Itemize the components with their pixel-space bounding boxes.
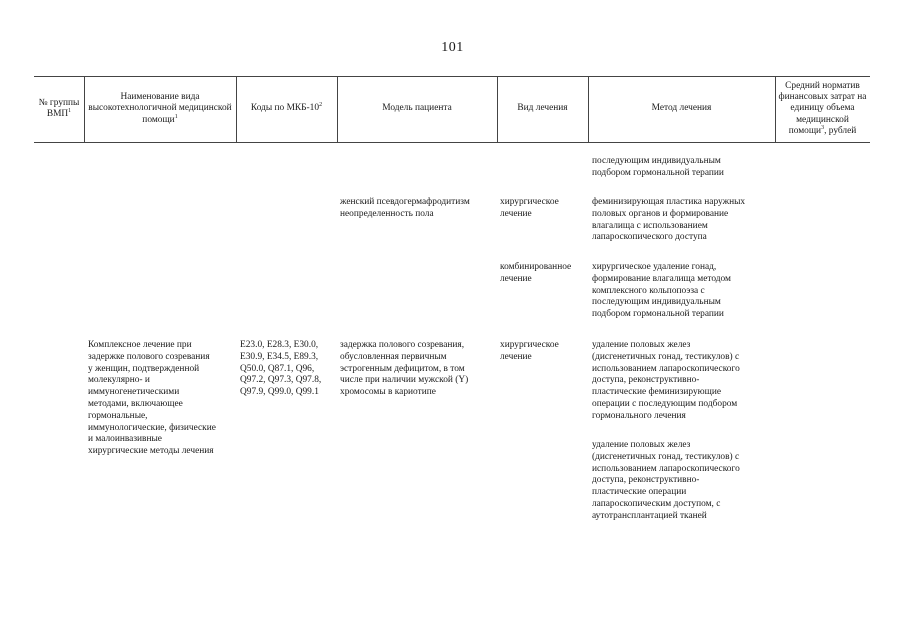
method-text: последующим индивидуальным подбором гормональной терапии — [592, 156, 724, 178]
header-bottom-rule — [34, 142, 870, 143]
method-text: хирургическое удаление гонад, формирование влагалища методом комплексного кольпопоэза с последующим индивидуальным подбором гормональной терапии — [592, 262, 731, 320]
page-number: 101 — [441, 40, 464, 55]
header-care-type: Наименование вида высокотехнологичной медицинской помощи$^1$ — [88, 92, 232, 125]
method-text: феминизирующая пластика наружных половых органов и формирование влагалища с использованием лапароскопического доступа — [592, 197, 746, 243]
header-treatment-type: Вид лечения — [517, 103, 568, 114]
care-type-text: Комплексное лечение при задержке полового созревания у женщин, подтвержденной молекулярно- и иммуногенетическими методами, включающее гормональные, иммунологические, физические и малоинвазивные хирургические методы лечения — [88, 340, 216, 457]
treatment-type-text: хирургическое лечение — [500, 340, 559, 362]
treatment-type-text: хирургическое лечение — [500, 197, 559, 219]
treatment-type-text: комбинированное лечение — [500, 262, 572, 284]
patient-model-text: задержка полового созревания, обусловленная первичным эстрогенным дефицитом, в том числе при наличии мужской (Y) хромосомы в кариотипе — [340, 340, 469, 398]
header-group-number: № группы ВМП$^1$ — [38, 97, 80, 119]
header-cost-standard: Средний норматив финансовых затрат на единицу объема медицинской помощи$^3$, рублей — [778, 80, 867, 136]
header-patient-model: Модель пациента — [382, 103, 452, 114]
patient-model-text: женский псевдогермафродитизм неопределенность пола — [340, 197, 470, 219]
header-treatment-method: Метод лечения — [651, 103, 712, 114]
method-text: удаление половых желез (дисгенетичных гонад, тестикулов) с использованием лапароскопического доступа, реконструктивно- пластические операции лапароскопическим доступом, с аутотрансплантацией тканей — [592, 440, 740, 521]
icd-codes-text: E23.0, E28.3, E30.0, E30.9, E34.5, E89.3, Q50.0, Q87.1, Q96, Q97.2, Q97.3, Q97.8, Q97.9, Q99.0, Q99.1 — [240, 340, 322, 398]
method-text: удаление половых желез (дисгенетичных гонад, тестикулов) с использованием лапароскопического доступа, реконструктивно- пластические феминизирующие операции с последующим подбором гормонального лечения — [592, 340, 740, 421]
header-icd-codes: Коды по МКБ-$10^2$ — [250, 102, 323, 114]
